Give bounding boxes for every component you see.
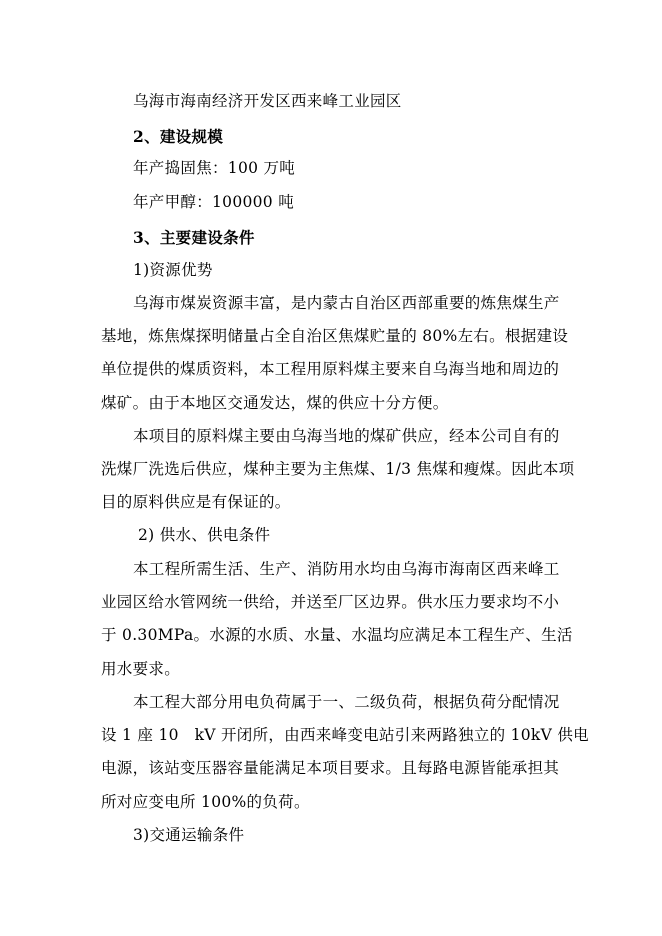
paragraph-line: 所对应变电所 100%的负荷。: [101, 793, 310, 811]
paragraph-line: 乌海市煤炭资源丰富，是内蒙古自治区西部重要的炼焦煤生产: [133, 294, 560, 312]
paragraph-line: 业园区给水管网统一供给，并送至厂区边界。供水压力要求均不小: [101, 593, 560, 611]
methanol-output-line: 年产甲醇：100000 吨: [133, 193, 294, 211]
paragraph-line: 电源，该站变压器容量能满足本项目要求。且每路电源皆能承担其: [101, 759, 560, 777]
paragraph-line: 目的原料供应是有保证的。: [101, 493, 291, 511]
subheading-resource-advantage: 1)资源优势: [133, 261, 213, 279]
location-line: 乌海市海南经济开发区西来峰工业园区: [133, 92, 402, 110]
subheading-water-power: 2) 供水、供电条件: [138, 526, 271, 544]
section-heading-construction-scale: 2、建设规模: [133, 127, 224, 146]
coke-output-line: 年产捣固焦：100 万吨: [133, 159, 296, 177]
paragraph-line: 煤矿。由于本地区交通发达，煤的供应十分方便。: [101, 394, 449, 412]
paragraph-line: 设 1 座 10 kV 开闭所，由西来峰变电站引来两路独立的 10kV 供电: [101, 726, 589, 744]
subheading-transport: 3)交通运输条件: [133, 826, 245, 844]
paragraph-line: 本工程大部分用电负荷属于一、二级负荷，根据负荷分配情况: [133, 693, 560, 711]
paragraph-line: 本项目的原料煤主要由乌海当地的煤矿供应，经本公司自有的: [133, 427, 560, 445]
section-heading-main-conditions: 3、主要建设条件: [133, 228, 255, 247]
paragraph-line: 洗煤厂洗选后供应，煤种主要为主焦煤、1/3 焦煤和瘦煤。因此本项: [101, 460, 575, 478]
paragraph-line: 本工程所需生活、生产、消防用水均由乌海市海南区西来峰工: [133, 560, 560, 578]
paragraph-line: 基地，炼焦煤探明储量占全自治区焦煤贮量的 80%左右。根据建设: [101, 327, 569, 345]
paragraph-line: 单位提供的煤质资料，本工程用原料煤主要来自乌海当地和周边的: [101, 360, 560, 378]
paragraph-line: 于 0.30MPa。水源的水质、水量、水温均应满足本工程生产、生活: [101, 626, 573, 644]
paragraph-line: 用水要求。: [101, 660, 181, 678]
